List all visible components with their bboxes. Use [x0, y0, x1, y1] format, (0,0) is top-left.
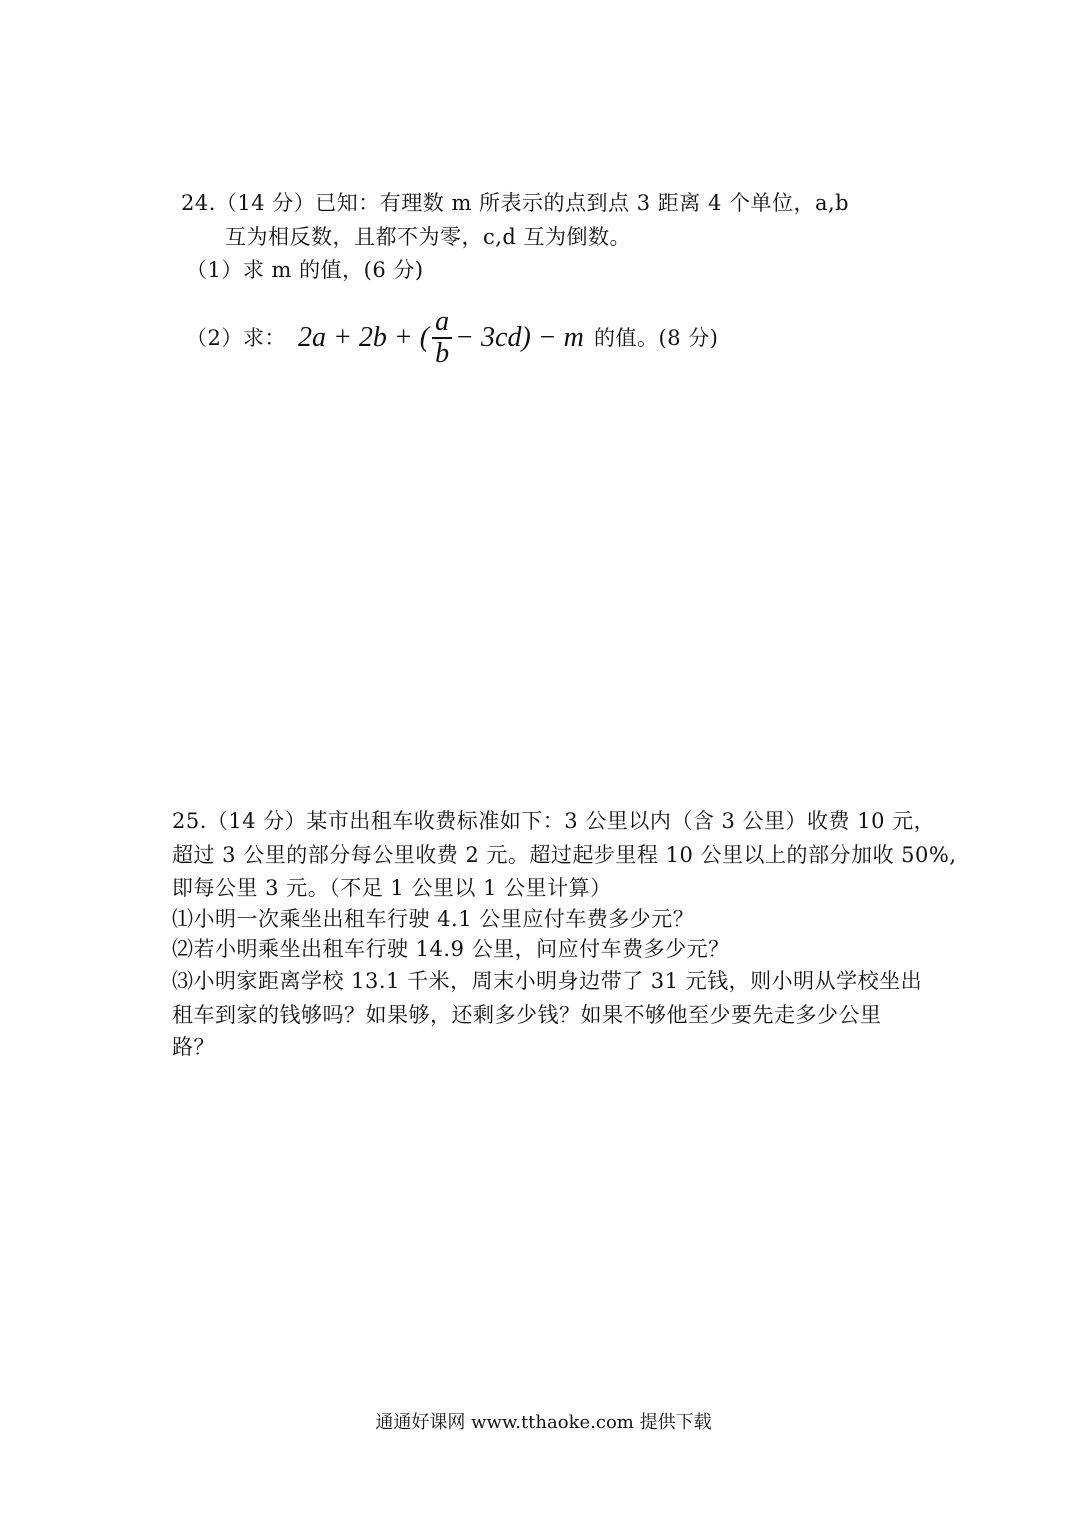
q24-line-1: 24.（14 分）已知：有理数 m 所表示的点到点 3 距离 4 个单位，a,b	[181, 191, 850, 215]
q25-sub-3-line-1: ⑶小明家距离学校 13.1 千米，周末小明身边带了 31 元钱，则小明从学校坐出	[172, 969, 923, 993]
formula-fraction	[432, 307, 452, 369]
q25-line-1: 25.（14 分）某市出租车收费标准如下：3 公里以内（含 3 公里）收费 10 元，	[172, 809, 936, 833]
q25-sub-3-line-2: 租车到家的钱够吗？如果够，还剩多少钱？如果不够他至少要先走多少公里	[172, 1003, 882, 1027]
q24-formula	[298, 302, 584, 374]
formula-tail: − 3cd) − m	[455, 322, 584, 353]
q24-part-1: （1）求 m 的值，(6 分)	[186, 258, 424, 282]
q25-sub-1: ⑴小明一次乘坐出租车行驶 4.1 公里应付车费多少元？	[172, 907, 695, 931]
q24-line-2: 互为相反数，且都不为零，c,d 互为倒数。	[225, 225, 632, 249]
q24-part-2-suffix: 的值。(8 分)	[594, 326, 719, 350]
fraction-numerator: a	[435, 306, 450, 337]
formula-lead: 2a + 2b + (	[298, 322, 430, 353]
q25-line-3: 即每公里 3 元。（不足 1 公里以 1 公里计算）	[172, 876, 612, 900]
page-footer: 通通好课网 www.tthaoke.com 提供下载	[375, 1412, 712, 1433]
q25-sub-2: ⑵若小明乘坐出租车行驶 14.9 公里，问应付车费多少元？	[172, 937, 730, 961]
q25-line-2: 超过 3 公里的部分每公里收费 2 元。超过起步里程 10 公里以上的部分加收 50%,	[172, 843, 957, 867]
fraction-denominator: b	[432, 337, 452, 369]
q24-part-2-prefix: （2）求：	[186, 326, 286, 350]
q25-sub-3-line-3: 路？	[172, 1035, 215, 1059]
